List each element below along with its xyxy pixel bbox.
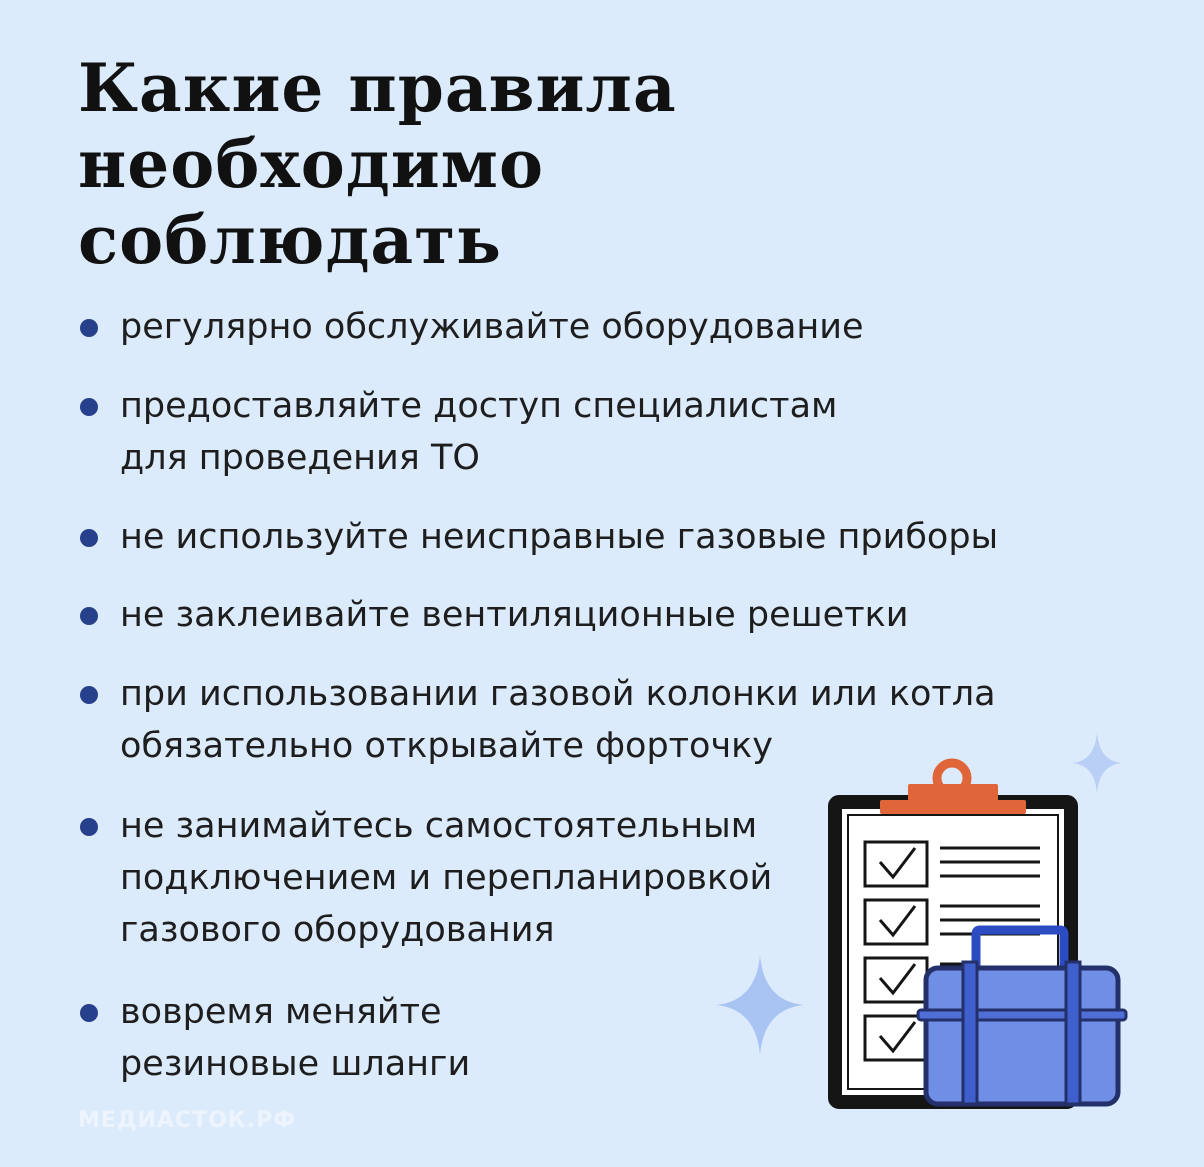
rule-text [120,511,998,563]
bullet-icon [80,818,98,836]
sparkle-icon [716,955,804,1055]
title-line: необходимо [78,125,545,203]
bullet-icon [80,607,98,625]
rule-line: для проведения ТО [120,438,480,478]
rule-line: не заклеивайте вентиляционные решетки [120,595,909,635]
sparkle-icon [1072,732,1122,794]
rule-line: регулярно обслуживайте оборудование [120,307,864,347]
rule-text [120,986,470,1090]
rule-line: не занимайтесь самостоятельным [120,806,758,846]
rule-line: подключением и перепланировкой [120,858,773,898]
rule-line: при использовании газовой колонки или котла [120,674,996,714]
bullet-icon [80,398,98,416]
rule-text [120,589,909,641]
bullet-icon [80,319,98,337]
illustration [700,720,1160,1120]
bullet-icon [80,686,98,704]
bullet-icon [80,529,98,547]
watermark: МЕДИАСТОК.РФ [78,1108,297,1133]
rule-line: обязательно открывайте форточку [120,726,774,766]
rule-line: предоставляйте доступ специалистам [120,386,838,426]
title-line: соблюдать [78,201,502,279]
title-line: Какие правила [78,49,677,127]
rule-text [120,380,837,484]
rule-text [120,301,864,353]
rule-line: не используйте неисправные газовые приборы [120,517,999,557]
rule-line: вовремя меняйте [120,992,442,1032]
rule-text [120,800,772,956]
bullet-icon [80,1004,98,1022]
rule-line: газового оборудования [120,910,555,950]
rule-line: резиновые шланги [120,1044,471,1084]
